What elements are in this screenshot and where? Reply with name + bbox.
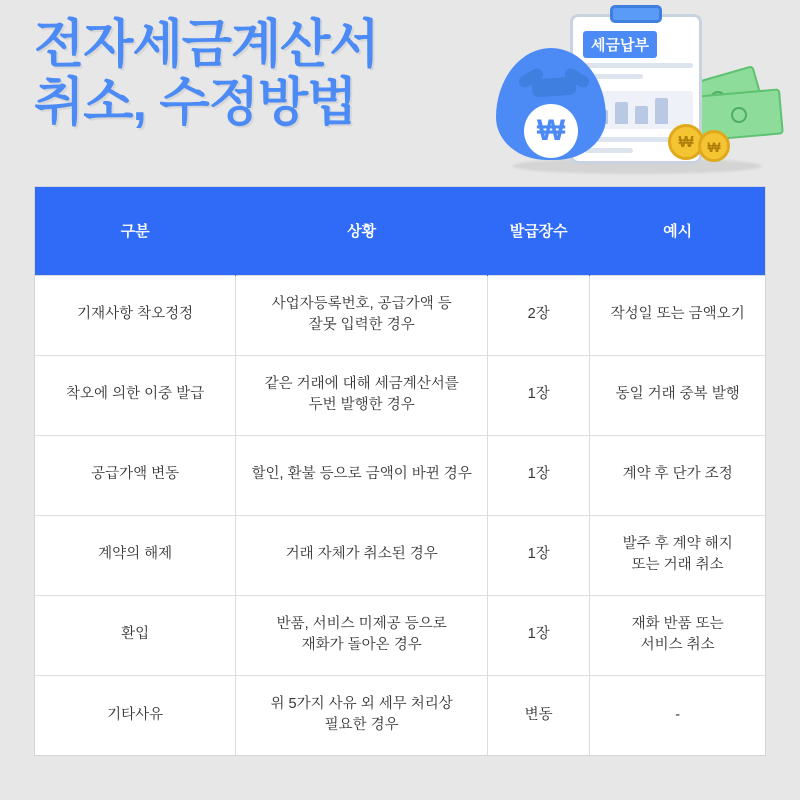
table-row bbox=[35, 435, 765, 515]
cell-category: 기타사유 bbox=[35, 675, 236, 755]
cell-situation: 거래 자체가 취소된 경우 bbox=[236, 515, 488, 595]
cell-example: 재화 반품 또는 서비스 취소 bbox=[590, 595, 765, 675]
page-title-line-2: 취소, 수정방법 bbox=[34, 74, 357, 133]
comparison-table bbox=[34, 186, 766, 756]
column-header-situation: 상황 bbox=[236, 187, 488, 275]
cell-count: 2장 bbox=[488, 275, 590, 355]
table-row bbox=[35, 355, 765, 435]
cell-count: 1장 bbox=[488, 435, 590, 515]
cell-category: 기재사항 착오정정 bbox=[35, 275, 236, 355]
table-header-row bbox=[35, 187, 765, 275]
clipboard-text-lines bbox=[585, 63, 693, 85]
column-header-example: 예시 bbox=[590, 187, 765, 275]
table-row bbox=[35, 515, 765, 595]
cell-situation: 반품, 서비스 미제공 등으로 재화가 돌아온 경우 bbox=[236, 595, 488, 675]
page-title-line-1: 전자세금계산서 bbox=[34, 16, 379, 74]
coin-icon: ₩ bbox=[698, 130, 730, 162]
table-row bbox=[35, 275, 765, 355]
coin-icon: ₩ bbox=[668, 124, 704, 160]
header-illustration bbox=[490, 6, 790, 181]
won-symbol: ₩ bbox=[524, 104, 578, 158]
cell-situation: 위 5가지 사유 외 세무 처리상 필요한 경우 bbox=[236, 675, 488, 755]
cell-category: 착오에 의한 이중 발급 bbox=[35, 355, 236, 435]
column-header-category: 구분 bbox=[35, 187, 236, 275]
table-row bbox=[35, 595, 765, 675]
cell-situation: 같은 거래에 대해 세금계산서를 두번 발행한 경우 bbox=[236, 355, 488, 435]
cell-count: 1장 bbox=[488, 355, 590, 435]
cell-example: 동일 거래 중복 발행 bbox=[590, 355, 765, 435]
cell-count: 1장 bbox=[488, 595, 590, 675]
cell-count: 1장 bbox=[488, 515, 590, 595]
cell-situation: 할인, 환불 등으로 금액이 바뀐 경우 bbox=[236, 435, 488, 515]
cell-example: 발주 후 계약 해지 또는 거래 취소 bbox=[590, 515, 765, 595]
cell-count: 변동 bbox=[488, 675, 590, 755]
cell-category: 공급가액 변동 bbox=[35, 435, 236, 515]
cell-example: 작성일 또는 금액오기 bbox=[590, 275, 765, 355]
cell-situation: 사업자등록번호, 공급가액 등 잘못 입력한 경우 bbox=[236, 275, 488, 355]
column-header-count: 발급장수 bbox=[488, 187, 590, 275]
page-title bbox=[34, 16, 504, 132]
header bbox=[0, 0, 800, 180]
cell-category: 계약의 해제 bbox=[35, 515, 236, 595]
cell-example: 계약 후 단가 조정 bbox=[590, 435, 765, 515]
clipboard-clip-icon bbox=[610, 5, 662, 23]
cell-example: - bbox=[590, 675, 765, 755]
cell-category: 환입 bbox=[35, 595, 236, 675]
clipboard-badge-label: 세금납부 bbox=[583, 31, 657, 58]
table-row bbox=[35, 675, 765, 755]
